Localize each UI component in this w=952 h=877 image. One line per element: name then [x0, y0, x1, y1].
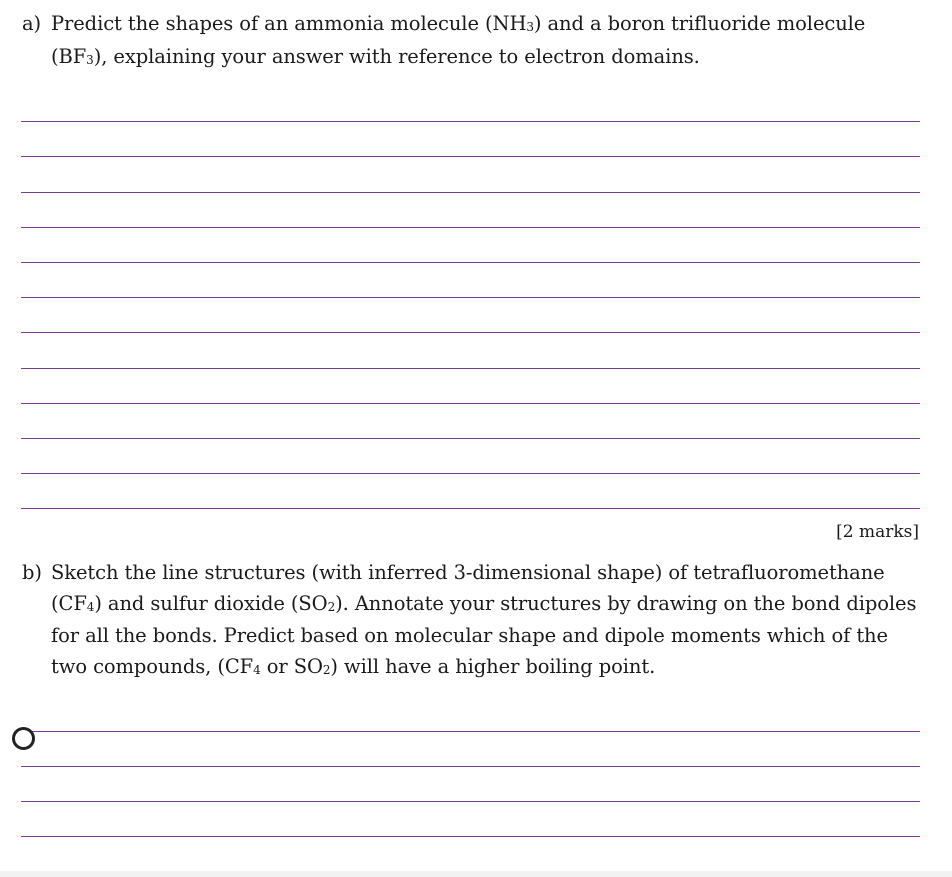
answer-line[interactable]: [21, 262, 920, 263]
answer-line[interactable]: [21, 192, 920, 193]
answer-line[interactable]: [21, 836, 920, 837]
answer-line[interactable]: [21, 156, 920, 157]
radio-button-icon[interactable]: [12, 727, 35, 750]
answer-line[interactable]: [21, 766, 920, 767]
answer-line[interactable]: [21, 801, 920, 802]
marks-label: [2 marks]: [836, 522, 919, 542]
answer-line[interactable]: [21, 332, 920, 333]
answer-line[interactable]: [21, 473, 920, 474]
question-b-letter: b): [22, 561, 42, 584]
answer-line[interactable]: [21, 297, 920, 298]
answer-line[interactable]: [21, 731, 920, 732]
answer-line[interactable]: [21, 403, 920, 404]
answer-line[interactable]: [21, 508, 920, 509]
question-b-text: Sketch the line structures (with inferred 3-dimensional shape) of tetrafluoromethane $(CF_4)$ and sulfur dioxide $(SO_2)$. Annotate your structures by drawing on the bond dipoles for all the bonds. Predict based on molecular shape and dipole moments which of the two compounds, ($CF_4$ or $SO_2$) will have a higher boiling point.: [51, 561, 917, 678]
question-a-text: Predict the shapes of an ammonia molecule $(NH_3)$ and a boron trifluoride molecule $(BF_3)$, explaining your answer with reference to electron domains.: [51, 12, 866, 68]
bottom-strip: [0, 871, 952, 877]
answer-line[interactable]: [21, 438, 920, 439]
answer-line[interactable]: [21, 227, 920, 228]
question-a: [22, 9, 922, 74]
question-b: [22, 558, 922, 684]
answer-line[interactable]: [21, 121, 920, 122]
question-a-letter: a): [22, 12, 42, 35]
answer-line[interactable]: [21, 368, 920, 369]
